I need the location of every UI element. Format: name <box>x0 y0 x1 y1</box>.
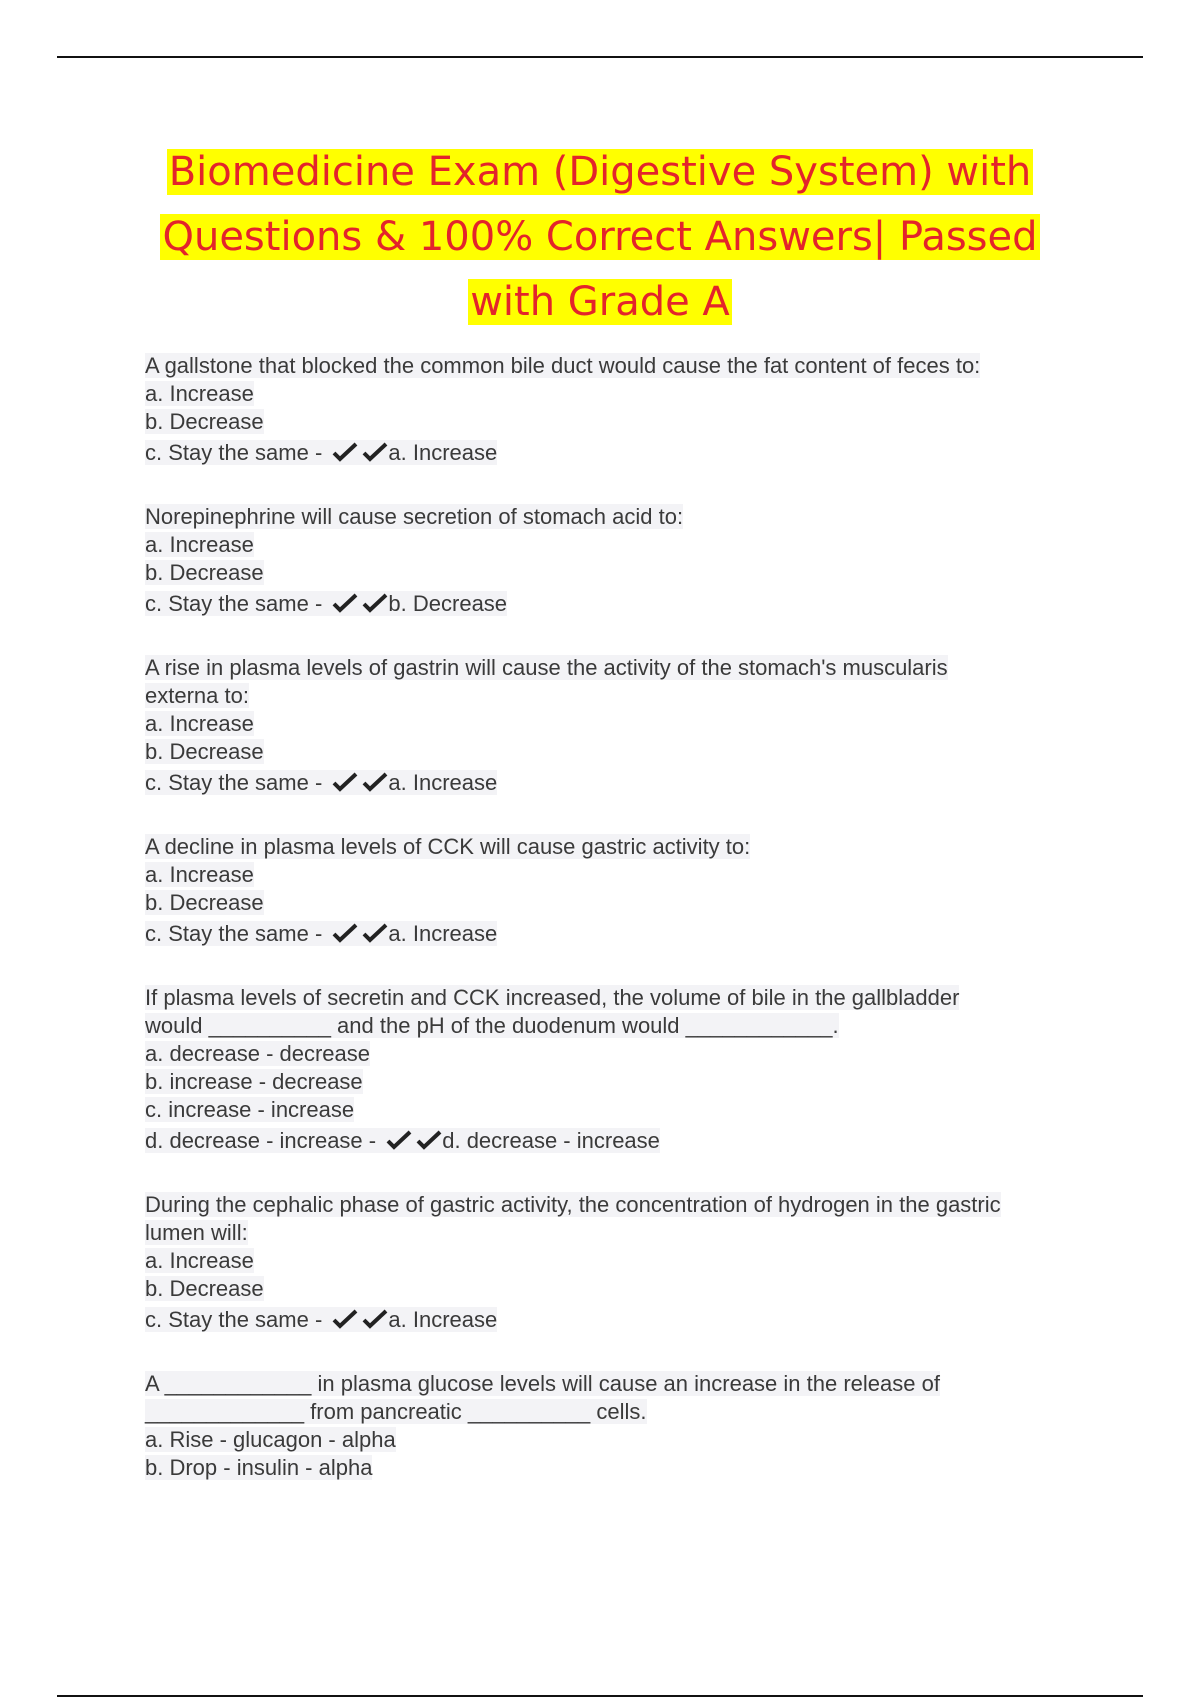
option-c: c. Stay the same - <box>145 921 323 946</box>
option-c: c. Stay the same - <box>145 770 323 795</box>
page-title <box>100 140 1100 335</box>
option-c-with-answer <box>145 917 1095 951</box>
option-b: b. Decrease <box>145 409 264 434</box>
check-icon <box>362 442 388 462</box>
correct-answer: a. Increase <box>388 921 498 946</box>
question-stem: Norepinephrine will cause secretion of stomach acid to: <box>145 504 684 529</box>
check-icon <box>386 1130 412 1150</box>
option-c-with-answer <box>145 587 1095 621</box>
option-d: d. decrease - increase - <box>145 1128 377 1153</box>
title-line-3: with Grade A <box>470 279 730 325</box>
question-stem: During the cephalic phase of gastric activity, the concentration of hydrogen in the gastric <box>145 1192 1001 1217</box>
option-b: b. Drop - insulin - alpha <box>145 1455 373 1480</box>
bottom-rule <box>57 1695 1143 1697</box>
correct-answer: d. decrease - increase <box>442 1128 660 1153</box>
question-stem: A rise in plasma levels of gastrin will cause the activity of the stomach's muscularis <box>145 655 948 680</box>
option-b: b. Decrease <box>145 560 264 585</box>
question-5 <box>145 984 1095 1158</box>
check-icon <box>332 593 358 613</box>
option-b: b. increase - decrease <box>145 1069 363 1094</box>
option-c-with-answer <box>145 766 1095 800</box>
question-stem: If plasma levels of secretin and CCK increased, the volume of bile in the gallbladder <box>145 985 960 1010</box>
check-icon <box>362 772 388 792</box>
check-icon <box>332 923 358 943</box>
question-stem-cont: _____________ from pancreatic __________ cells. <box>145 1399 647 1424</box>
option-a: a. Rise - glucagon - alpha <box>145 1427 396 1452</box>
option-a: a. decrease - decrease <box>145 1041 371 1066</box>
option-c-with-answer <box>145 436 1095 470</box>
question-2 <box>145 503 1095 621</box>
option-a: a. Increase <box>145 532 254 557</box>
option-c: c. Stay the same - <box>145 1307 323 1332</box>
check-icon <box>332 772 358 792</box>
option-c: c. Stay the same - <box>145 440 323 465</box>
question-stem: A gallstone that blocked the common bile duct would cause the fat content of feces to: <box>145 353 981 378</box>
option-a: a. Increase <box>145 711 254 736</box>
top-rule <box>57 56 1143 58</box>
question-stem-cont: lumen will: <box>145 1220 248 1245</box>
check-icon <box>362 1309 388 1329</box>
option-b: b. Decrease <box>145 739 264 764</box>
question-1 <box>145 352 1095 470</box>
question-stem-cont: would __________ and the pH of the duodenum would ____________. <box>145 1013 839 1038</box>
option-a: a. Increase <box>145 381 254 406</box>
question-stem: A decline in plasma levels of CCK will cause gastric activity to: <box>145 834 751 859</box>
title-line-1: Biomedicine Exam (Digestive System) with <box>168 149 1032 195</box>
check-icon <box>362 593 388 613</box>
question-4 <box>145 833 1095 951</box>
check-icon <box>332 442 358 462</box>
option-d-with-answer <box>145 1124 1095 1158</box>
check-icon <box>362 923 388 943</box>
question-3 <box>145 654 1095 800</box>
title-line-2: Questions & 100% Correct Answers| Passed <box>162 214 1038 260</box>
check-icon <box>332 1309 358 1329</box>
correct-answer: a. Increase <box>388 770 498 795</box>
question-7 <box>145 1370 1095 1482</box>
option-a: a. Increase <box>145 862 254 887</box>
correct-answer: b. Decrease <box>388 591 508 616</box>
correct-answer: a. Increase <box>388 440 498 465</box>
option-c-with-answer <box>145 1303 1095 1337</box>
correct-answer: a. Increase <box>388 1307 498 1332</box>
option-b: b. Decrease <box>145 1276 264 1301</box>
option-a: a. Increase <box>145 1248 254 1273</box>
question-6 <box>145 1191 1095 1337</box>
check-icon <box>416 1130 442 1150</box>
option-c: c. Stay the same - <box>145 591 323 616</box>
question-list <box>145 352 1095 1515</box>
question-stem-cont: externa to: <box>145 683 249 708</box>
question-stem: A ____________ in plasma glucose levels will cause an increase in the release of <box>145 1371 940 1396</box>
option-b: b. Decrease <box>145 890 264 915</box>
option-c: c. increase - increase <box>145 1097 355 1122</box>
